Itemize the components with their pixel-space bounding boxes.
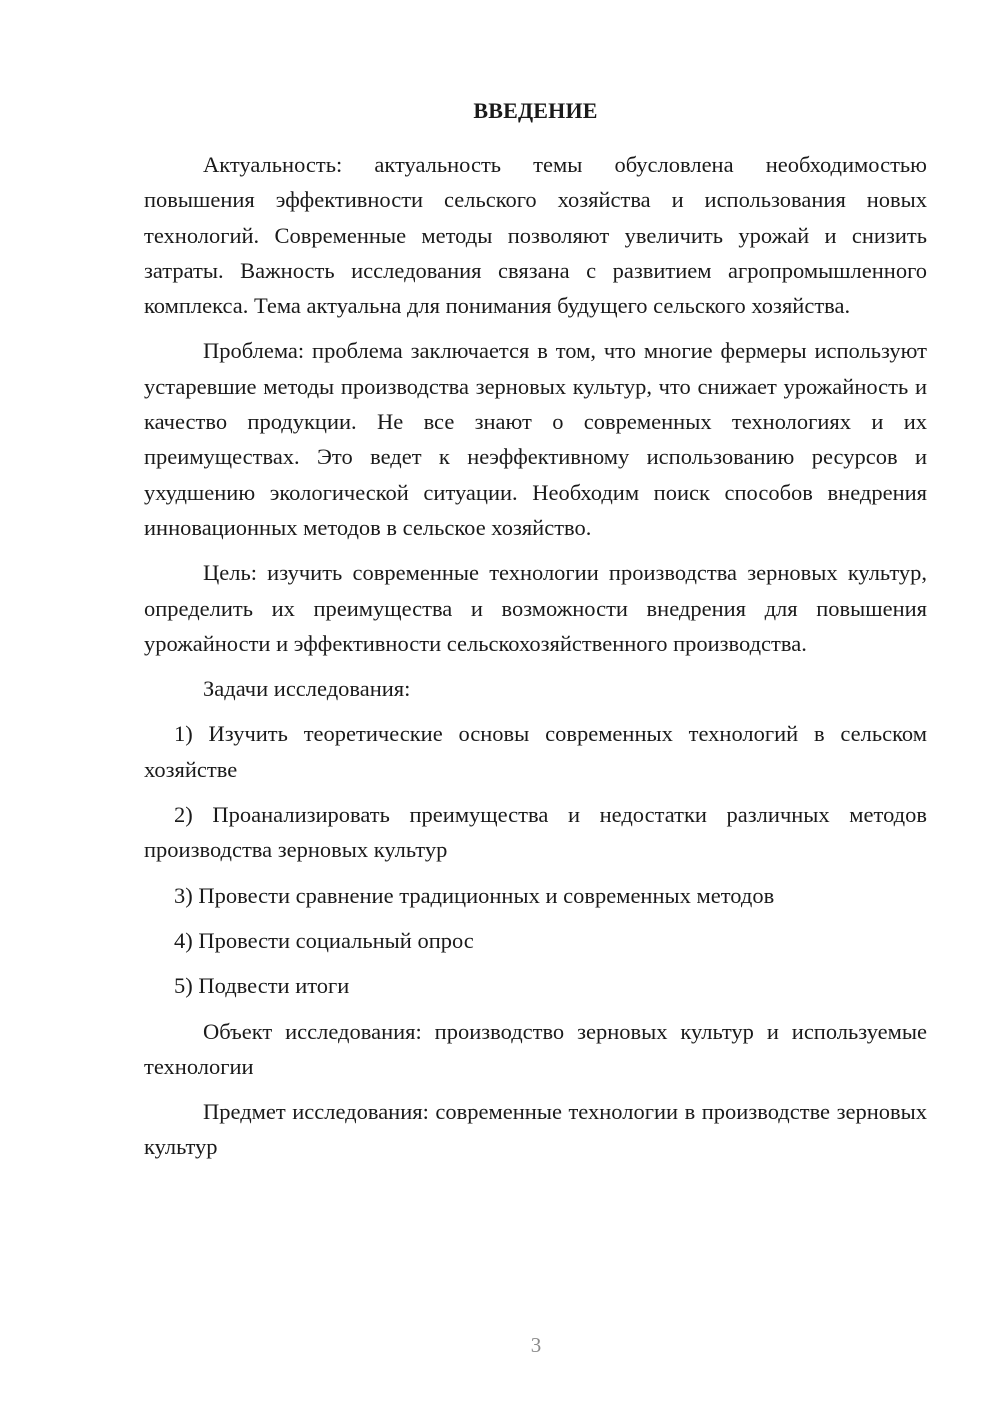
page-number: 3 xyxy=(530,1333,542,1357)
object-paragraph: Объект исследования: производство зерновых культур и используемые технологии xyxy=(144,1018,927,1079)
tasks-list xyxy=(144,716,927,1003)
subject-paragraph: Предмет исследования: современные технологии в производстве зерновых культур xyxy=(144,1099,927,1160)
problem-paragraph: Проблема: проблема заключается в том, что многие фермеры используют устаревшие методы производства зерновых культур, что снижает урожайность и качество продукции. Не все знают о современных технологиях и их преимуществах. Это ведет к неэффективному использованию ресурсов и ухудшению экологической ситуации. Необходим поиск способов внедрения инновационных методов в сельское хозяйство. xyxy=(144,338,927,540)
tasks-intro: Задачи исследования: xyxy=(203,676,411,702)
task-item: 3) Провести сравнение традиционных и современных методов xyxy=(174,882,775,908)
goal-paragraph: Цель: изучить современные технологии производства зерновых культур, определить их преимущества и возможности внедрения для повышения урожайности и эффективности сельскохозяйственного производства. xyxy=(144,560,927,656)
task-item: 2) Проанализировать преимущества и недостатки различных методов производства зерновых культур xyxy=(144,802,927,863)
task-item: 4) Провести социальный опрос xyxy=(174,927,474,953)
task-item: 5) Подвести итоги xyxy=(174,973,350,999)
section-heading: ВВЕДЕНИЕ xyxy=(473,98,598,123)
relevance-paragraph: Актуальность: актуальность темы обусловлена необходимостью повышения эффективности сельского хозяйства и использования новых технологий. Современные методы позволяют увеличить урожай и снизить затраты. Важность исследования связана с развитием агропромышленного комплекса. Тема актуальна для понимания будущего сельского хозяйства. xyxy=(144,152,927,319)
document-page xyxy=(144,95,927,1175)
task-item: 1) Изучить теоретические основы современных технологий в сельском хозяйстве xyxy=(144,721,927,782)
